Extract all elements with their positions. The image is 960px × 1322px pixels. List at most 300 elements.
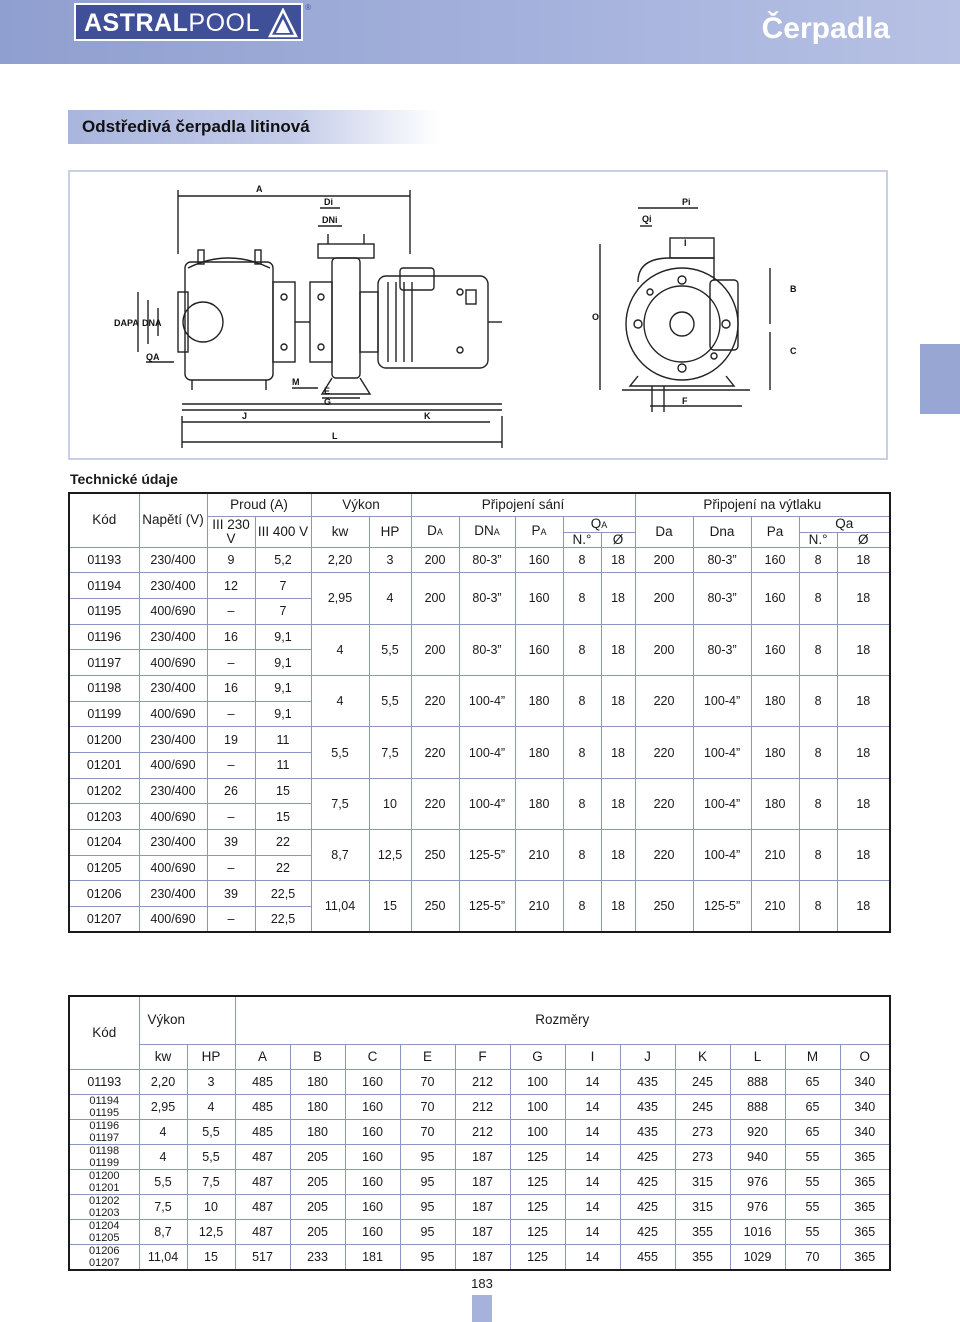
header-pa: PA [515,516,563,547]
header-pa2: Pa [751,516,799,547]
section-title-band [68,110,440,144]
cell-value: 4 [139,1144,187,1169]
header-da2: Da [635,516,693,547]
cell-value: 365 [840,1244,890,1270]
cell-qd2: 18 [837,727,890,778]
cell-napeti: 230/400 [139,778,207,804]
cell-value: 187 [455,1219,510,1244]
cell-value: 55 [785,1144,840,1169]
dim-header-col: G [510,1044,565,1069]
cell-value: 65 [785,1069,840,1094]
cell-qn2: 8 [799,573,837,624]
cell-kod: 01207 [69,907,139,933]
cell-kod [69,1144,139,1169]
header-qa2-diameter: Ø [837,532,890,547]
cell-kod: 01196 [69,624,139,650]
cell-qd2: 18 [837,675,890,726]
cell-qd2: 18 [837,573,890,624]
cell-kw: 8,7 [311,830,369,881]
cell-kod: 01195 [69,598,139,624]
cell-value: 487 [235,1219,290,1244]
cell-qd2: 18 [837,881,890,932]
dim-header-vykon: Výkon [139,996,235,1044]
cell-pa2: 210 [751,830,799,881]
cell-value: 365 [840,1169,890,1194]
table-row [69,1119,890,1144]
cell-dna2: 80-3” [693,573,751,624]
header-proud: Proud (A) [207,493,311,516]
cell-a400: 11 [255,727,311,753]
cell-value: 1029 [730,1244,785,1270]
cell-a230: 39 [207,881,255,907]
cell-kw: 4 [311,675,369,726]
cell-value: 15 [187,1244,235,1270]
cell-kod: 01198 [69,675,139,701]
cell-qn: 8 [563,675,601,726]
cell-qn: 8 [563,881,601,932]
cell-da: 220 [411,675,459,726]
cell-qd: 18 [601,675,635,726]
cell-qd: 18 [601,881,635,932]
cell-napeti: 230/400 [139,830,207,856]
cell-pa2: 160 [751,547,799,573]
cell-qd: 18 [601,727,635,778]
cell-value: 12,5 [187,1219,235,1244]
cell-qn: 8 [563,830,601,881]
cell-da2: 220 [635,778,693,829]
cell-a400: 11 [255,753,311,779]
cell-qn2: 8 [799,830,837,881]
cell-value: 14 [565,1069,620,1094]
cell-da: 200 [411,573,459,624]
cell-hp: 5,5 [369,624,411,675]
registered-mark: ® [305,3,311,12]
dim-header-rozmery: Rozměry [235,996,890,1044]
cell-value: 2,20 [139,1069,187,1094]
cell-value: 187 [455,1144,510,1169]
kod-value: 01199 [89,1156,120,1169]
cell-kod: 01197 [69,650,139,676]
cell-hp: 10 [369,778,411,829]
cell-value: 14 [565,1144,620,1169]
page-number-tab [472,1295,492,1322]
table-row [69,1094,890,1119]
dim-label-pi: Pi [682,197,691,207]
cell-napeti: 400/690 [139,701,207,727]
table-row [69,1069,890,1094]
header-qa2-no: N.° [799,532,837,547]
cell-pa: 210 [515,881,563,932]
cell-value: 273 [675,1119,730,1144]
cell-napeti: 230/400 [139,727,207,753]
cell-kod: 01204 [69,830,139,856]
table-row [69,624,890,650]
table-row [69,1169,890,1194]
cell-value: 212 [455,1094,510,1119]
dim-label-o: O [592,312,600,322]
dim-header-col: HP [187,1044,235,1069]
cell-qd: 18 [601,624,635,675]
cell-value: 485 [235,1069,290,1094]
cell-a400: 5,2 [255,547,311,573]
cell-value: 355 [675,1219,730,1244]
cell-hp: 12,5 [369,830,411,881]
cell-a400: 7 [255,573,311,599]
header-pripojeni-vytlaku: Připojení na výtlaku [635,493,890,516]
kod-value: 01198 [89,1144,120,1157]
page-number: 183 [471,1276,493,1291]
cell-napeti: 400/690 [139,598,207,624]
cell-value: 4 [187,1094,235,1119]
cell-qd2: 18 [837,547,890,573]
table-row [69,881,890,907]
technical-data-body [69,547,890,932]
cell-value: 4 [139,1119,187,1144]
cell-napeti: 230/400 [139,675,207,701]
cell-pa: 180 [515,727,563,778]
dimensions-table [68,995,891,1271]
dim-label-di: Di [324,197,333,207]
cell-da: 200 [411,547,459,573]
cell-value: 14 [565,1194,620,1219]
table-row [69,1244,890,1270]
cell-value: 70 [785,1244,840,1270]
cell-pa2: 180 [751,727,799,778]
side-index-tab [920,344,960,414]
cell-dna2: 125-5” [693,881,751,932]
cell-hp: 7,5 [369,727,411,778]
cell-a400: 9,1 [255,650,311,676]
dim-label-da: DA [114,318,127,328]
dim-label-m: M [292,377,300,387]
cell-a230: 16 [207,624,255,650]
cell-a400: 9,1 [255,675,311,701]
cell-value: 125 [510,1219,565,1244]
cell-qn2: 8 [799,675,837,726]
cell-a400: 22 [255,830,311,856]
cell-dna: 125-5” [459,881,515,932]
cell-value: 11,04 [139,1244,187,1270]
page-title: Čerpadla [761,12,890,45]
kod-value: 01196 [89,1119,120,1132]
cell-a230: – [207,804,255,830]
cell-value: 212 [455,1119,510,1144]
dim-header-col: F [455,1044,510,1069]
cell-value: 205 [290,1194,345,1219]
cell-dna2: 80-3” [693,547,751,573]
header-vykon: Výkon [311,493,411,516]
cell-value: 245 [675,1094,730,1119]
cell-value: 205 [290,1169,345,1194]
dim-label-k: K [424,411,431,421]
cell-value: 14 [565,1094,620,1119]
cell-value: 160 [345,1169,400,1194]
cell-da: 220 [411,778,459,829]
cell-hp: 4 [369,573,411,624]
cell-dna: 100-4” [459,675,515,726]
cell-value: 55 [785,1169,840,1194]
dim-column-headers [69,1044,890,1069]
cell-qd2: 18 [837,778,890,829]
cell-kod [69,1169,139,1194]
header-da: DA [411,516,459,547]
cell-napeti: 230/400 [139,881,207,907]
cell-value: 5,5 [187,1144,235,1169]
cell-value: 487 [235,1194,290,1219]
cell-da: 220 [411,727,459,778]
cell-pa: 210 [515,830,563,881]
cell-value: 95 [400,1169,455,1194]
cell-value: 340 [840,1069,890,1094]
cell-value: 181 [345,1244,400,1270]
header-dna2: Dna [693,516,751,547]
cell-value: 517 [235,1244,290,1270]
dim-label-e: E [324,386,331,396]
cell-a230: 19 [207,727,255,753]
cell-a400: 9,1 [255,701,311,727]
kod-value: 01195 [89,1106,120,1119]
cell-kod [69,1119,139,1144]
cell-value: 187 [455,1169,510,1194]
cell-value: 180 [290,1094,345,1119]
cell-value: 205 [290,1144,345,1169]
cell-value: 160 [345,1194,400,1219]
cell-value: 2,95 [139,1094,187,1119]
drawing-svg [70,172,886,458]
cell-qn: 8 [563,573,601,624]
cell-value: 160 [345,1119,400,1144]
cell-value: 55 [785,1219,840,1244]
cell-pa: 180 [515,778,563,829]
cell-value: 365 [840,1144,890,1169]
cell-value: 340 [840,1119,890,1144]
cell-dna: 80-3” [459,624,515,675]
cell-dna2: 100-4” [693,727,751,778]
cell-value: 1016 [730,1219,785,1244]
cell-napeti: 400/690 [139,650,207,676]
kod-value: 01203 [88,1206,120,1219]
cell-a230: – [207,907,255,933]
cell-value: 212 [455,1069,510,1094]
header-pripojeni-sani: Připojení sání [411,493,635,516]
dim-header-col: K [675,1044,730,1069]
cell-value: 435 [620,1119,675,1144]
cell-a230: 26 [207,778,255,804]
kod-value: 01207 [88,1256,120,1269]
cell-pa: 160 [515,547,563,573]
cell-value: 180 [290,1069,345,1094]
cell-value: 273 [675,1144,730,1169]
header-kw: kw [311,516,369,547]
cell-value: 8,7 [139,1219,187,1244]
kod-value: 01201 [88,1181,120,1194]
dim-header-col: kw [139,1044,187,1069]
cell-a400: 15 [255,778,311,804]
cell-da2: 200 [635,624,693,675]
cell-a230: – [207,855,255,881]
cell-value: 245 [675,1069,730,1094]
cell-value: 5,5 [139,1169,187,1194]
cell-value: 976 [730,1194,785,1219]
table-row [69,573,890,599]
cell-da2: 220 [635,830,693,881]
cell-napeti: 400/690 [139,907,207,933]
dim-label-l: L [332,431,338,441]
cell-dna2: 80-3” [693,624,751,675]
cell-kod: 01202 [69,778,139,804]
cell-a230: – [207,650,255,676]
cell-qd: 18 [601,573,635,624]
cell-value: 920 [730,1119,785,1144]
cell-napeti: 400/690 [139,804,207,830]
cell-qd2: 18 [837,830,890,881]
cell-value: 425 [620,1219,675,1244]
dim-label-dna: DNA [142,318,162,328]
cell-value: 14 [565,1169,620,1194]
dim-header-col: I [565,1044,620,1069]
dim-header-kod: Kód [69,996,139,1069]
cell-napeti: 230/400 [139,573,207,599]
cell-a400: 22,5 [255,881,311,907]
cell-qd2: 18 [837,624,890,675]
cell-qd: 18 [601,830,635,881]
table-row [69,1219,890,1244]
cell-kod: 01203 [69,804,139,830]
cell-kw: 7,5 [311,778,369,829]
cell-pa2: 180 [751,778,799,829]
table-row [69,830,890,856]
cell-kod: 01193 [69,547,139,573]
dim-header-col: L [730,1044,785,1069]
dim-label-qa: QA [146,352,160,362]
cell-value: 160 [345,1219,400,1244]
cell-value: 100 [510,1094,565,1119]
astralpool-logo [74,3,311,41]
cell-a400: 7 [255,598,311,624]
cell-kod: 01199 [69,701,139,727]
pump-technical-drawing [68,170,888,460]
cell-value: 160 [345,1069,400,1094]
cell-da2: 220 [635,727,693,778]
table-row [69,547,890,573]
cell-value: 365 [840,1219,890,1244]
cell-value: 455 [620,1244,675,1270]
cell-value: 14 [565,1219,620,1244]
cell-kod: 01200 [69,727,139,753]
dim-label-dni: DNi [322,215,338,225]
cell-value: 7,5 [187,1169,235,1194]
cell-da: 200 [411,624,459,675]
section-title: Odstředivá čerpadla litinová [82,117,310,136]
cell-value: 355 [675,1244,730,1270]
cell-kod: 01205 [69,855,139,881]
cell-kod [69,1219,139,1244]
cell-hp: 15 [369,881,411,932]
technical-data-table [68,492,891,933]
cell-da2: 200 [635,547,693,573]
cell-pa: 160 [515,573,563,624]
header-napeti: Napětí (V) [139,493,207,547]
cell-da2: 200 [635,573,693,624]
dim-label-a: A [256,184,263,194]
dim-header-col: A [235,1044,290,1069]
dim-label-f: F [682,396,688,406]
cell-dna: 80-3” [459,573,515,624]
cell-value: 100 [510,1119,565,1144]
cell-value: 14 [565,1244,620,1270]
cell-dna2: 100-4” [693,778,751,829]
cell-a230: 39 [207,830,255,856]
cell-value: 435 [620,1069,675,1094]
dim-header-col: E [400,1044,455,1069]
cell-kod: 01206 [69,881,139,907]
cell-pa2: 210 [751,881,799,932]
cell-value: 7,5 [139,1194,187,1219]
cell-kod: 01201 [69,753,139,779]
header-qa-sani: QA [563,516,635,532]
header-kod: Kód [69,493,139,547]
dim-label-g: G [324,397,332,407]
kod-value: 01204 [88,1219,120,1232]
cell-dna: 100-4” [459,727,515,778]
cell-kw: 11,04 [311,881,369,932]
cell-value: 65 [785,1094,840,1119]
cell-qn: 8 [563,624,601,675]
kod-value: 01202 [88,1194,120,1207]
dim-header-col: M [785,1044,840,1069]
cell-value: 3 [187,1069,235,1094]
kod-value: 01206 [88,1244,120,1257]
cell-a230: 16 [207,675,255,701]
cell-value: 487 [235,1169,290,1194]
cell-pa: 160 [515,624,563,675]
cell-hp: 3 [369,547,411,573]
cell-dna: 100-4” [459,778,515,829]
page-header [0,0,960,64]
triangle-logo-icon [268,8,298,38]
cell-qd: 18 [601,547,635,573]
cell-value: 65 [785,1119,840,1144]
dim-label-pa: PA [127,318,139,328]
cell-da: 250 [411,881,459,932]
technical-data-caption: Technické údaje [70,471,178,487]
cell-pa2: 180 [751,675,799,726]
cell-kod [69,1094,139,1119]
cell-dna: 80-3” [459,547,515,573]
kod-value: 01193 [87,1074,122,1089]
cell-kw: 5,5 [311,727,369,778]
cell-value: 125 [510,1194,565,1219]
header-dna: DNA [459,516,515,547]
cell-kod [69,1244,139,1270]
cell-qn2: 8 [799,727,837,778]
cell-value: 55 [785,1194,840,1219]
cell-da2: 250 [635,881,693,932]
cell-value: 435 [620,1094,675,1119]
cell-da: 250 [411,830,459,881]
cell-value: 425 [620,1194,675,1219]
cell-dna: 125-5” [459,830,515,881]
kod-value: 01200 [88,1169,120,1182]
cell-qn2: 8 [799,547,837,573]
cell-value: 233 [290,1244,345,1270]
cell-value: 365 [840,1194,890,1219]
cell-value: 160 [345,1094,400,1119]
cell-a400: 15 [255,804,311,830]
header-qa2: Qa [799,516,890,532]
cell-napeti: 230/400 [139,547,207,573]
cell-a230: – [207,753,255,779]
